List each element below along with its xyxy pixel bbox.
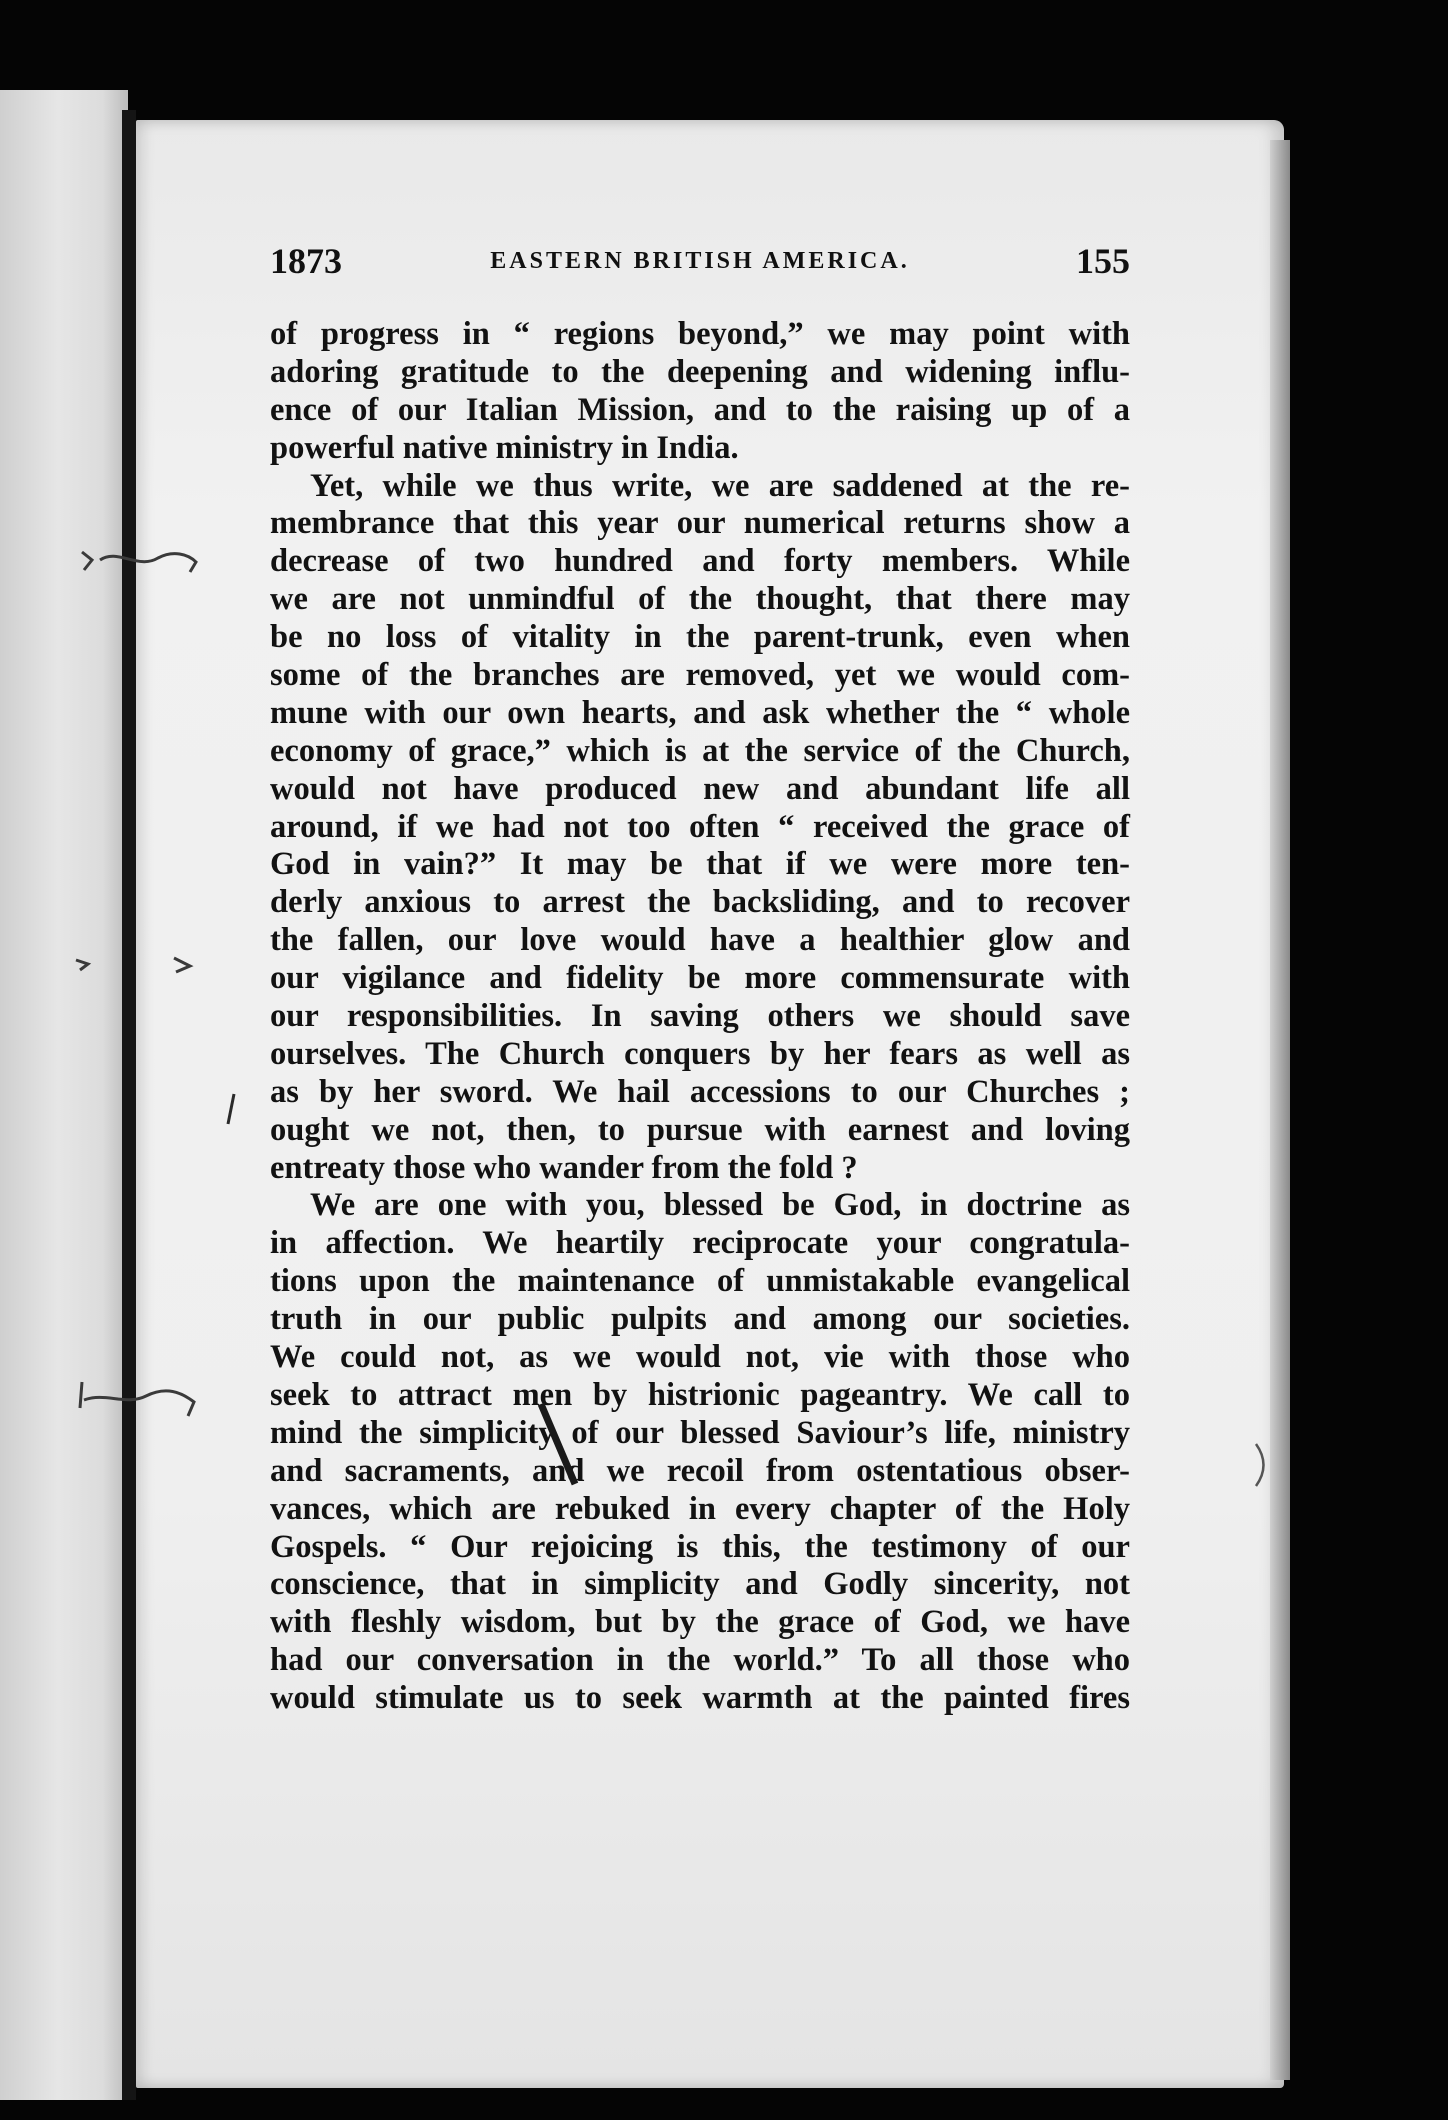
text-line: with fleshly wisdom, but by the grace of God, we have [270,1604,1130,1641]
text-line: had our conversation in the world.” To all those who [270,1642,1130,1679]
text-line: of progress in “ regions beyond,” we may point with [270,316,1130,352]
running-head [270,240,1130,286]
header-year: 1873 [270,241,342,281]
text-line: our vigilance and fidelity be more commensurate with [270,960,1130,997]
text-line: entreaty those who wander from the fold ? [270,1149,858,1186]
text-line: powerful native ministry in India. [270,429,739,466]
text-line: decrease of two hundred and forty members. While [270,543,1130,580]
text-line: mind the simplicity of our blessed Saviour’s life, ministry [270,1414,1130,1451]
binding-thread-mark [78,540,208,580]
text-line: some of the branches are removed, yet we would com- [270,657,1130,694]
text-line: our responsibilities. In saving others we should save [270,998,1130,1035]
text-line: Gospels. “ Our rejoicing is this, the testimony of our [270,1528,1130,1565]
text-line: ought we not, then, to pursue with earnest and loving [270,1111,1130,1148]
text-line: ence of our Italian Mission, and to the raising up of a [270,391,1130,428]
binding-thread-mark [76,1372,206,1422]
text-line: conscience, that in simplicity and Godly sincerity, not [270,1566,1130,1603]
text-line: We are one with you, blessed be God, in doctrine as [310,1187,1130,1224]
page-right-edge [1270,140,1290,2080]
binding-thread-mark [70,950,210,980]
text-line: ourselves. The Church conquers by her fears as well as [270,1035,1130,1072]
facing-page-edge [0,90,128,2100]
text-line: be no loss of vitality in the parent-trunk, even when [270,619,1130,656]
text-line: membrance that this year our numerical returns show a [270,505,1130,542]
scan-speck [222,1090,242,1130]
text-line: We could not, as we would not, vie with those who [270,1339,1130,1376]
text-line: the fallen, our love would have a healthier glow and [270,922,1130,959]
book-gutter [122,110,136,2100]
binding-thread-mark [535,1400,585,1490]
text-line: vances, which are rebuked in every chapter of the Holy [270,1490,1130,1527]
text-line: economy of grace,” which is at the service of the Church, [270,732,1130,769]
header-title: EASTERN BRITISH AMERICA. [490,248,910,274]
text-line: and sacraments, and we recoil from ostentatious obser- [270,1452,1130,1489]
text-line: tions upon the maintenance of unmistakable evangelical [270,1263,1130,1300]
text-line: adoring gratitude to the deepening and widening influ- [270,353,1130,390]
text-line: in affection. We heartily reciprocate your congratula- [270,1225,1130,1262]
text-line: we are not unmindful of the thought, that there may [270,581,1130,618]
page-number: 155 [1076,241,1130,281]
text-line: truth in our public pulpits and among our societies. [270,1301,1130,1338]
text-line: Yet, while we thus write, we are saddened at the re- [310,467,1130,504]
text-line: God in vain?” It may be that if we were more ten- [270,846,1130,883]
text-line: as by her sword. We hail accessions to our Churches ; [270,1073,1130,1110]
body-text [270,316,1130,1718]
scan-speck [1250,1440,1270,1490]
text-line: would stimulate us to seek warmth at the painted fires [270,1680,1130,1717]
text-line: mune with our own hearts, and ask whether the “ whole [270,694,1130,731]
text-line: around, if we had not too often “ received the grace of [270,808,1130,845]
text-line: seek to attract men by histrionic pageantry. We call to [270,1376,1130,1413]
text-line: would not have produced new and abundant life all [270,770,1130,807]
text-line: derly anxious to arrest the backsliding, and to recover [270,884,1130,921]
